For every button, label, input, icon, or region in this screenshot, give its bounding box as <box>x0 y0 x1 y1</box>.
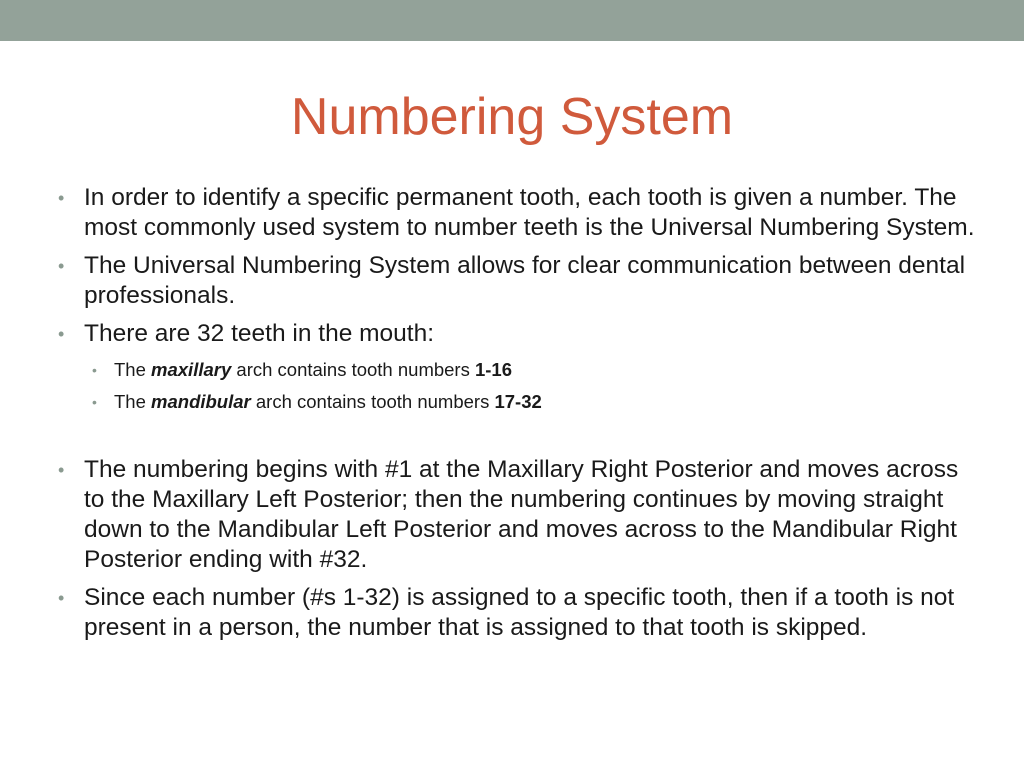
bullet-text: In order to identify a specific permanent tooth, each tooth is given a number. The most commonly used system to number teeth is the Universal Numbering System. <box>84 184 975 241</box>
sub-bullet-range: 17-32 <box>494 391 542 412</box>
bullet-item <box>58 583 978 643</box>
sub-bullet-prefix: The <box>114 359 152 380</box>
bullet-dot-icon: • <box>58 460 65 480</box>
top-accent-bar <box>0 0 1024 41</box>
bullet-item <box>58 251 978 311</box>
sub-bullet-middle: arch contains tooth numbers <box>250 391 495 412</box>
bullet-text: There are 32 teeth in the mouth: <box>84 320 435 347</box>
bullet-dot-icon: • <box>58 188 65 208</box>
sub-bullet-middle: arch contains tooth numbers <box>231 359 475 380</box>
bullet-dot-icon: • <box>58 588 65 608</box>
bullet-item <box>58 319 978 349</box>
bullet-dot-icon: • <box>92 362 97 378</box>
bullet-text: Since each number (#s 1-32) is assigned to a specific tooth, then if a tooth is not present in a person, the number that is assigned to that tooth is skipped. <box>84 584 955 641</box>
sub-bullet-emphasis: maxillary <box>151 359 232 380</box>
sub-bullet-item <box>58 389 978 415</box>
bullet-item <box>58 183 978 243</box>
bullet-dot-icon: • <box>58 256 65 276</box>
sub-bullet-prefix: The <box>114 391 152 412</box>
sub-bullet-emphasis: mandibular <box>151 391 251 412</box>
spacer <box>58 421 978 455</box>
sub-bullet-item <box>58 357 978 383</box>
bullet-text: The Universal Numbering System allows for clear communication between dental professionals. <box>84 252 966 309</box>
bullet-dot-icon: • <box>92 394 97 410</box>
bullet-dot-icon: • <box>58 324 65 344</box>
slide-body <box>58 183 978 651</box>
sub-bullet-range: 1-16 <box>474 359 513 380</box>
bullet-text: The numbering begins with #1 at the Maxillary Right Posterior and moves across to the Maxillary Left Posterior; then the numbering continues by moving straight down to the Mandibular Left Posterior and moves across to the Mandibular Right Posterior ending with #32. <box>84 456 959 573</box>
bullet-item <box>58 455 978 575</box>
slide-title: Numbering System <box>290 88 734 146</box>
